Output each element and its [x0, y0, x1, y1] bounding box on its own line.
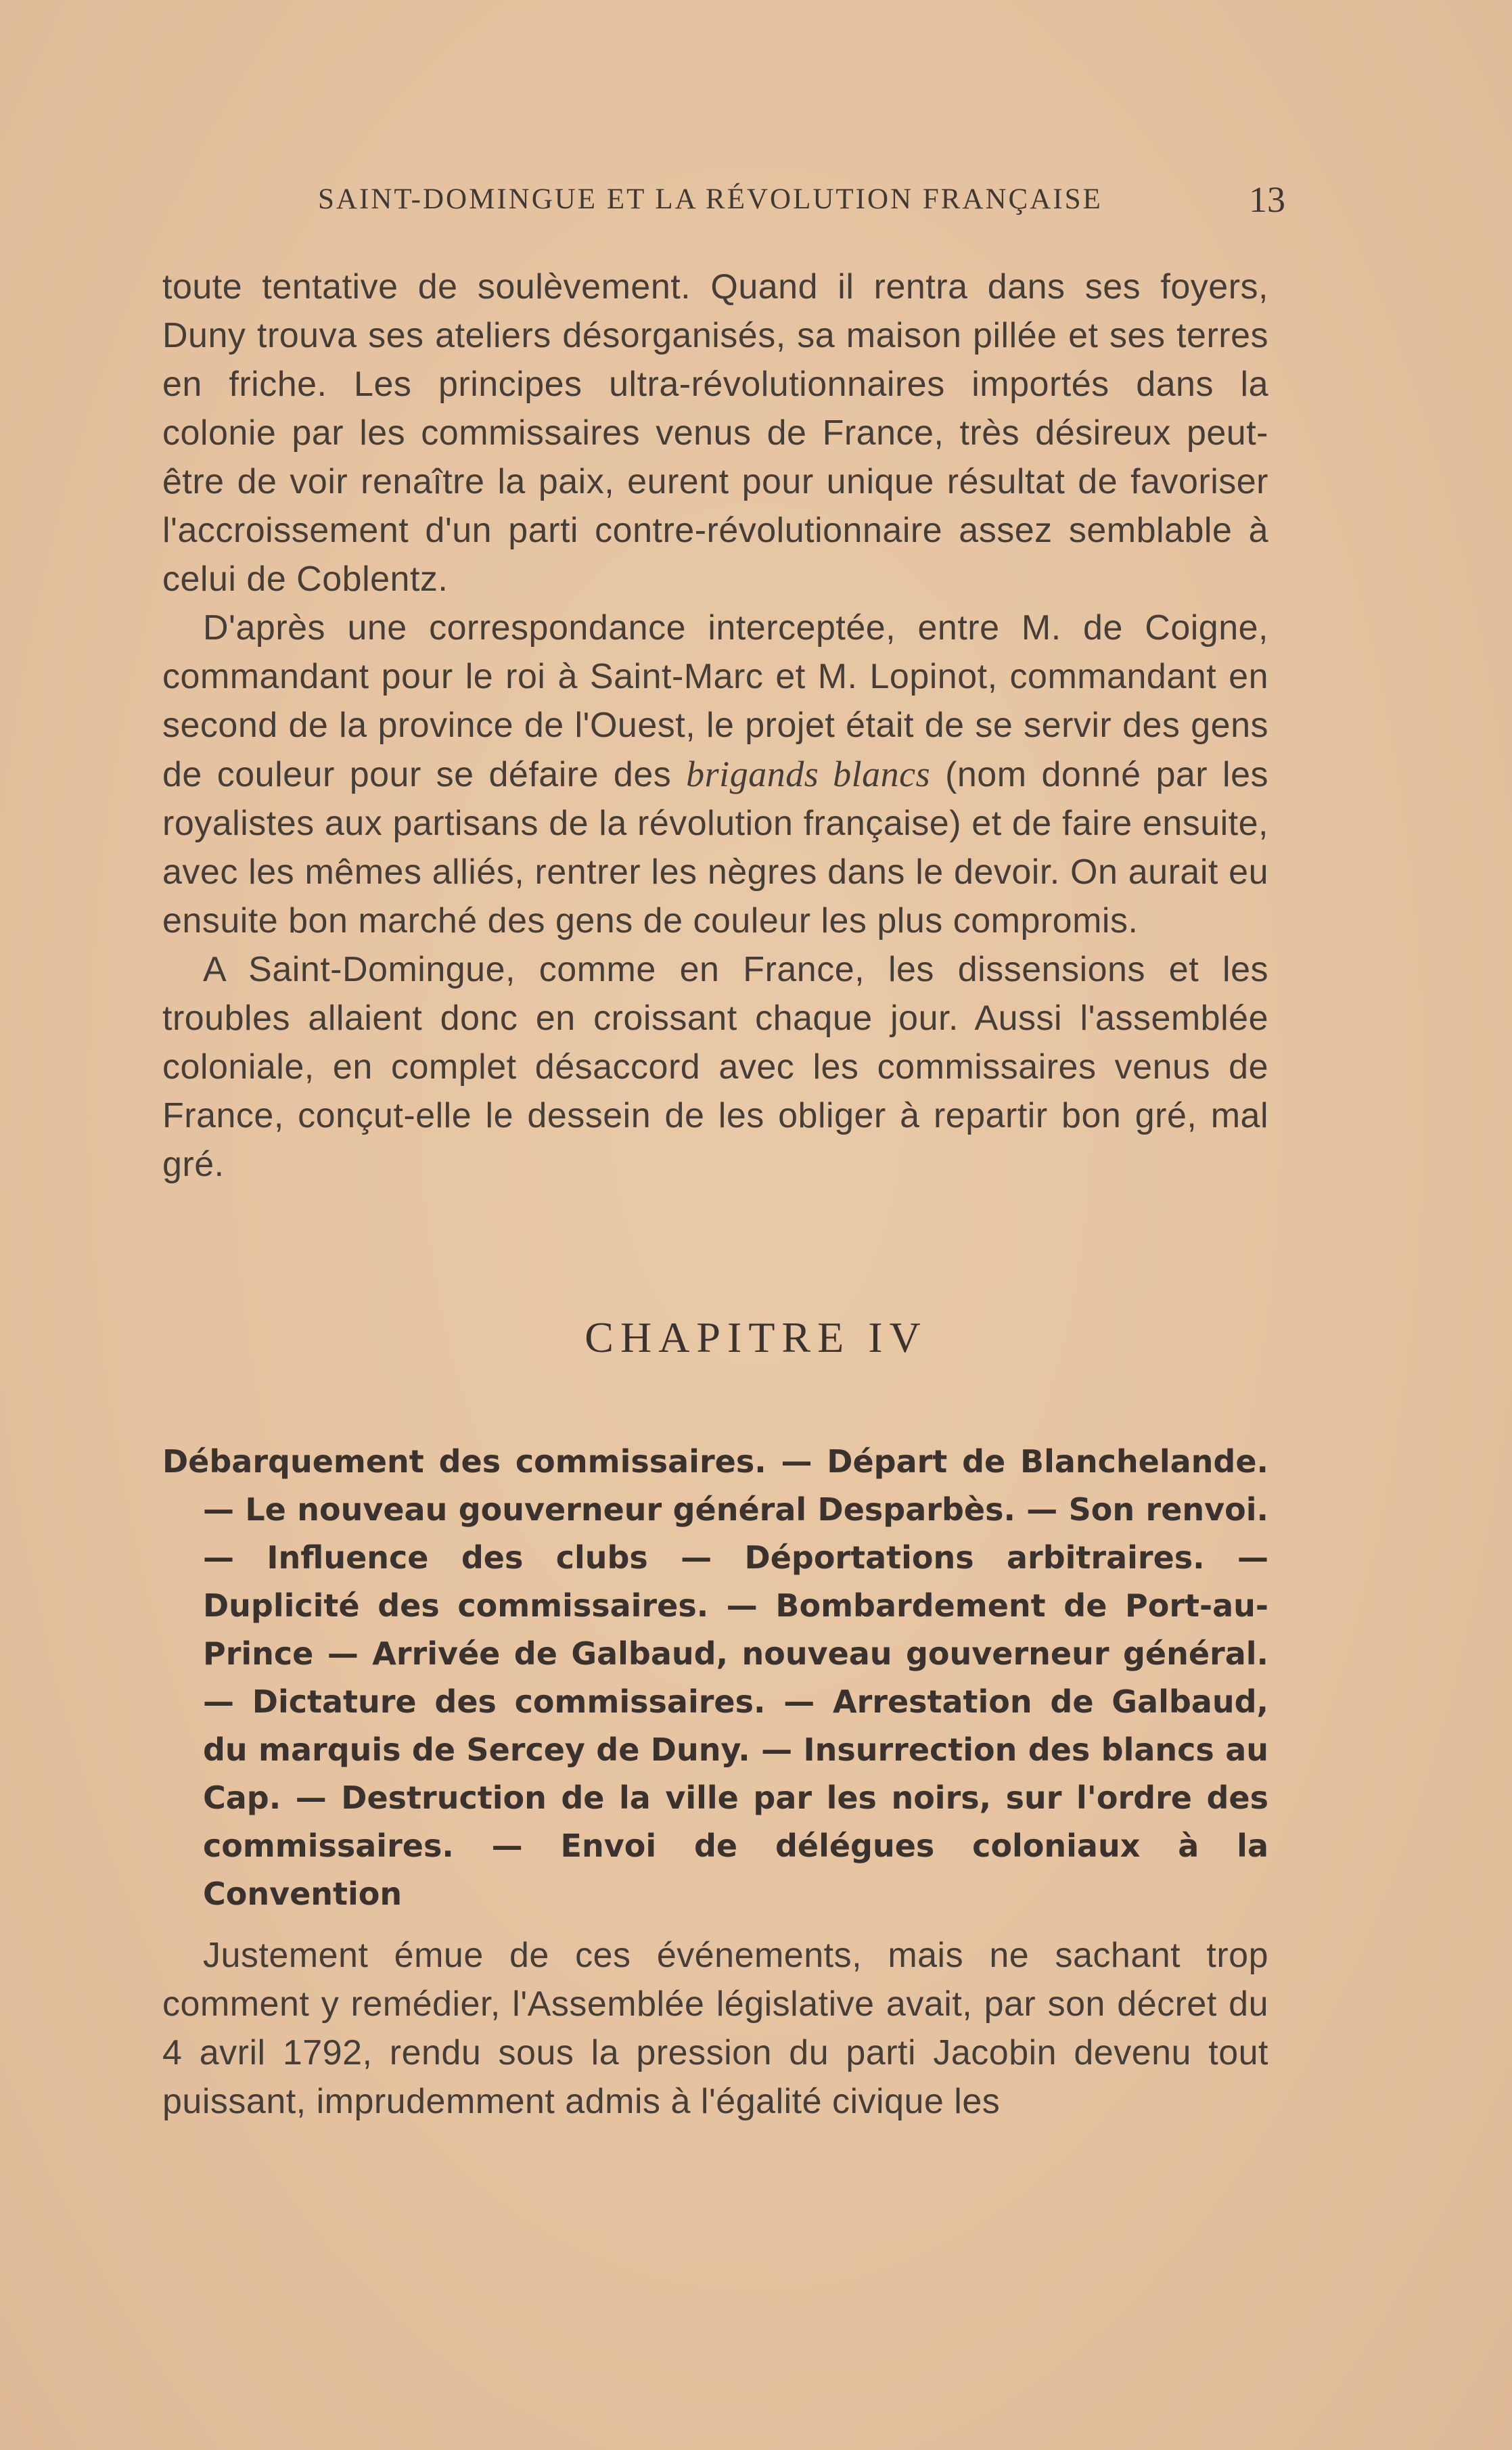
running-title: SAINT-DOMINGUE ET LA RÉVOLUTION FRANÇAISE — [318, 183, 1103, 215]
body-text-bottom — [162, 1931, 1268, 2126]
paragraph-2-italic: brigands blancs — [686, 754, 931, 794]
page-header — [318, 179, 1285, 223]
paragraph-4: Justement émue de ces événements, mais ne sachant trop comment y remédier, l'Assemblée législative avait, par son décret du 4 avril 1792, rendu sous la pression du parti Jacobin devenu tout puissant, imprudemment admis à l'égalité civique les — [162, 1936, 1268, 2121]
chapter-summary — [162, 1438, 1268, 1918]
paragraph-2-text-a: D'après une correspondance interceptée, entre M. de Coigne, commandant pour le roi à Saint-Marc et M. Lopinot, commandant en second de la province de l'Ouest, le projet était de se servir des gens de couleur pour se défaire des — [162, 608, 1268, 794]
paragraph-2-text-b: (nom donné par les royalistes aux partisans de la révolution française) et de faire ensuite, avec les mêmes alliés, rentrer les nègres dans le devoir. On aurait eu ensuite bon marché des gens de couleur les plus compromis. — [162, 755, 1268, 940]
paragraph-3: A Saint-Domingue, comme en France, les dissensions et les troubles allaient donc en croissant chaque jour. Aussi l'assemblée coloniale, en complet désaccord avec les commissaires venus de France, conçut-elle le dessein de les obliger à repartir bon gré, mal gré. — [162, 950, 1268, 1184]
paragraph-1: toute tentative de soulèvement. Quand il rentra dans ses foyers, Duny trouva ses ateliers désorganisés, sa maison pillée et ses terres en friche. Les principes ultra-révolutionnaires importés dans la colonie par les commissaires venus de France, très désireux peut-être de voir renaître la paix, eurent pour unique résultat de favoriser l'accroissement d'un parti contre-révolutionnaire assez semblable à celui de Coblentz. — [162, 267, 1268, 599]
page-number: 13 — [1249, 179, 1285, 220]
paragraph-2 — [162, 604, 1268, 945]
chapter-title: CHAPITRE IV — [585, 1313, 927, 1361]
chapter-summary-text: Débarquement des commissaires. — Départ de Blanchelande. — Le nouveau gouverneur général Desparbès. — Son renvoi. — Influence des clubs — Déportations arbitraires. — Duplicité des commissaires. — Bombardement de Port-au-Prince — Arrivée de Galbaud, nouveau gouverneur général. — Dictature des commissaires. — Arrestation de Galbaud, du marquis de Sercey de Duny. — Insurrection des blancs au Cap. — Destruction de la ville par les noirs, sur l'ordre des commissaires. — Envoi de délégues coloniaux à la Convention — [162, 1443, 1268, 1912]
body-text-top — [162, 263, 1268, 1189]
